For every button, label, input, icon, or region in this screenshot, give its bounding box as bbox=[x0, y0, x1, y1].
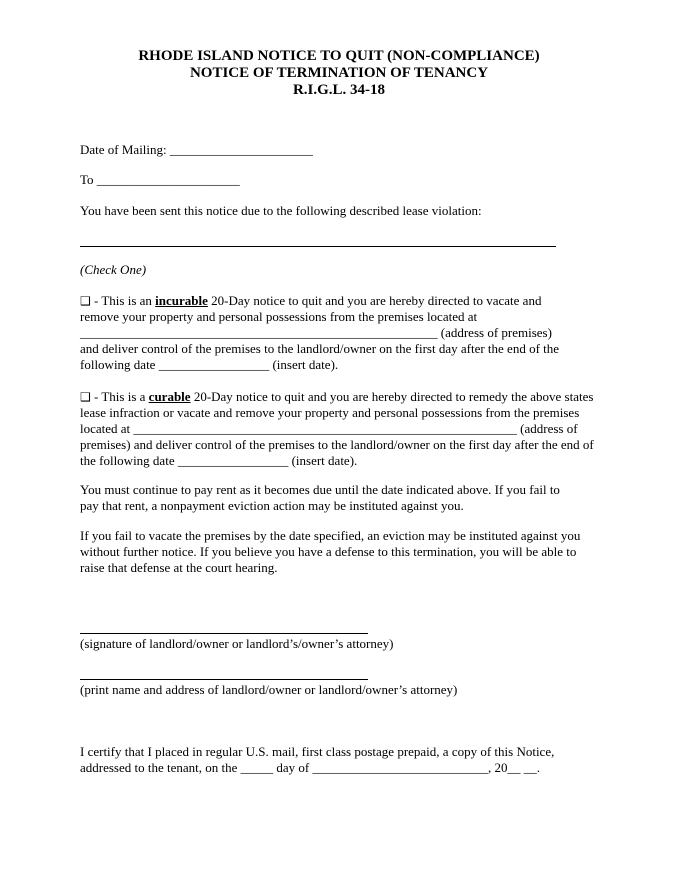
paragraph-line: pay that rent, a nonpayment eviction action may be instituted against you. bbox=[80, 498, 464, 513]
curable-option bbox=[80, 389, 594, 469]
premises-address-field[interactable]: _______________________________________________________ (address of premises) bbox=[80, 325, 552, 340]
date-of-mailing-field[interactable]: Date of Mailing: ______________________ bbox=[80, 142, 313, 157]
option-text: remove your property and personal possessions from the premises located at bbox=[80, 309, 478, 324]
curable-checkbox[interactable]: ❑ bbox=[80, 390, 91, 404]
option-text: 20-Day notice to quit and you are hereby directed to vacate and bbox=[207, 293, 542, 308]
print-name-line[interactable] bbox=[80, 679, 368, 680]
insert-date-field[interactable]: the following date _________________ (insert date). bbox=[80, 453, 358, 468]
option-text: 20-Day notice to quit and you are hereby directed to remedy the above states bbox=[190, 389, 594, 404]
rent-paragraph bbox=[80, 482, 560, 514]
option-text: premises) and deliver control of the premises to the landlord/owner on the first day after the end of bbox=[80, 437, 594, 452]
option-prefix: - This is an bbox=[90, 293, 156, 308]
premises-address-field[interactable]: located at ___________________________________________________________ (address of bbox=[80, 421, 578, 436]
statute-reference: R.I.G.L. 34-18 bbox=[292, 82, 386, 98]
incurable-checkbox[interactable]: ❑ bbox=[80, 294, 91, 308]
signature-line[interactable] bbox=[80, 633, 368, 634]
insert-date-field[interactable]: following date _________________ (insert date). bbox=[80, 357, 339, 372]
option-text: lease infraction or vacate and remove your property and personal possessions from the premises bbox=[80, 405, 580, 420]
option-text: and deliver control of the premises to the landlord/owner on the first day after the end of the bbox=[80, 341, 560, 356]
print-name-label: (print name and address of landlord/owner or landlord/owner’s attorney) bbox=[80, 682, 458, 697]
paragraph-line: raise that defense at the court hearing. bbox=[80, 560, 278, 575]
certification-paragraph bbox=[80, 744, 560, 776]
to-field[interactable]: To ______________________ bbox=[80, 172, 240, 187]
violation-description-line[interactable] bbox=[80, 246, 556, 247]
check-one-label: (Check One) bbox=[80, 262, 147, 277]
document-title: RHODE ISLAND NOTICE TO QUIT (NON-COMPLIANCE) bbox=[138, 48, 540, 64]
option-prefix: - This is a bbox=[90, 389, 149, 404]
violation-intro: You have been sent this notice due to the following described lease violation: bbox=[80, 203, 482, 218]
paragraph-line: without further notice. If you believe you have a defense to this termination, you will be able to bbox=[80, 544, 577, 559]
curable-keyword: curable bbox=[148, 389, 191, 404]
paragraph-line: I certify that I placed in regular U.S. mail, first class postage prepaid, a copy of this Notice, bbox=[80, 744, 555, 759]
incurable-option bbox=[80, 293, 560, 373]
certification-date-field[interactable]: addressed to the tenant, on the _____ day of ___________________________, 20__ __. bbox=[80, 760, 540, 775]
paragraph-line: If you fail to vacate the premises by the date specified, an eviction may be instituted against you bbox=[80, 528, 581, 543]
document-subtitle: NOTICE OF TERMINATION OF TENANCY bbox=[189, 65, 489, 81]
paragraph-line: You must continue to pay rent as it becomes due until the date indicated above. If you fail to bbox=[80, 482, 560, 497]
incurable-keyword: incurable bbox=[155, 293, 208, 308]
vacate-paragraph bbox=[80, 528, 581, 576]
signature-label: (signature of landlord/owner or landlord’s/owner’s attorney) bbox=[80, 636, 394, 651]
